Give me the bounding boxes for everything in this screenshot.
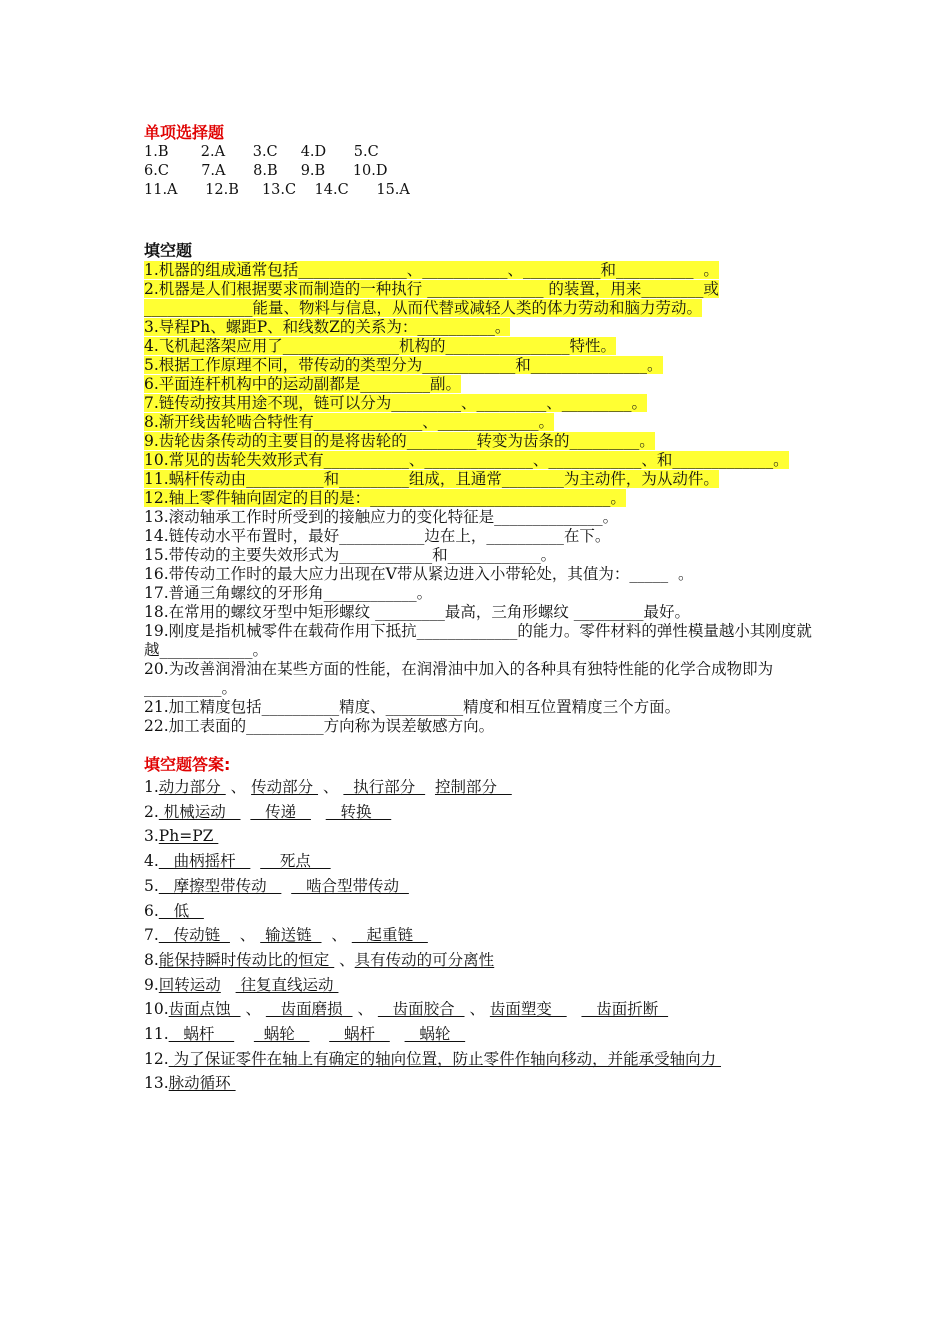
answer-separator: 、 [464,1000,490,1019]
answer-number: 10. [144,1000,169,1019]
answer-blank: 输送链 [260,926,322,945]
fill-heading: 填空题 [144,241,193,260]
question-12: 12.轴上零件轴向固定的目的是：_______________________________。 [144,489,626,507]
answer-separator: 、 [225,778,252,796]
answer-blank: 齿面点蚀 [168,1000,241,1019]
answer-3 [144,824,812,849]
question-22: 22.加工表面的__________方向称为误差敏感方向。 [144,717,495,735]
document-page [144,122,812,1096]
answer-blank: 啮合型带传动 [291,876,409,895]
answer-number: 2. [144,802,159,821]
spacer [144,736,812,754]
answer-blank: 脉动循环 [168,1074,236,1093]
answer-6 [144,899,812,924]
answer-blank: 能保持瞬时传动比的恒定 [158,950,335,969]
question-17: 17.普通三角螺纹的牙形角____________。 [144,584,433,602]
answer-number: 9. [144,975,159,994]
mc-answers-row: 1.B 2.A 3.C 4.D 5.C [144,144,379,160]
answer-1 [144,775,812,800]
answer-blank: 转换 [325,802,392,821]
question-18: 18.在常用的螺纹牙型中矩形螺纹 _________最高，三角形螺纹 _________最好。 [144,603,691,621]
answer-blank: 回转运动 [158,975,221,994]
answers-heading: 填空题答案: [144,755,231,774]
answer-blank: 动力部分 [158,778,226,796]
question-14: 14.链传动水平布置时，最好___________边在上，__________在下。 [144,527,611,545]
answer-blank: 传动部分 [251,778,319,796]
question-11: 11.蜗杆传动由__________和_________组成，且通常________为主动件，为从动件。 [144,470,719,488]
answer-5 [144,874,812,899]
question-10: 10.常见的齿轮失效形式有___________、______________、____________、和_____________。 [144,451,789,469]
answer-12 [144,1047,812,1072]
answer-blank: 执行部分 [343,778,426,796]
answer-blank: 齿面磨损 [265,1000,353,1019]
answer-separator [241,803,251,821]
answer-separator: 、 [334,950,355,969]
answer-blank: 摩擦型带传动 [158,876,282,895]
question-16: 16.带传动工作时的最大应力出现在V带从紧边进入小带轮处，其值为：_____ 。 [144,565,694,583]
answer-separator [250,852,260,870]
answer-10 [144,997,812,1022]
answer-separator: 、 [240,1000,266,1019]
answer-blank: 蜗轮 [253,1025,310,1044]
answer-list [144,775,812,1096]
answer-blank: 齿面胶合 [377,1000,465,1019]
answer-number: 11. [144,1025,169,1044]
answer-separator: 、 [352,1000,378,1019]
answer-13 [144,1071,812,1096]
answer-blank: 曲柄摇杆 [158,852,251,871]
answer-separator [311,803,326,821]
question-8: 8.渐开线齿轮啮合特性有______________、_____________。 [144,413,555,431]
answer-blank: 齿面折断 [581,1000,669,1019]
answer-blank: 传递 [250,802,311,821]
answer-separator [281,877,291,895]
answer-8 [144,948,812,973]
answer-number: 7. [144,926,159,945]
question-19: 19.刚度是指机械零件在载荷作用下抵抗_____________的能力。零件材料的弹性模量越小其刚度就越____________。 [144,622,812,659]
answer-separator [221,976,236,994]
answer-number: 4. [144,852,159,871]
answer-blank: 齿面塑变 [489,1000,567,1019]
question-20: 20.为改善润滑油在某些方面的性能，在润滑油中加入的各种具有独特性能的化学合成物即为__________。 [144,660,774,697]
answer-number: 8. [144,950,159,969]
answer-11 [144,1022,812,1047]
answer-blank: Ph=PZ [158,827,219,846]
answer-7 [144,923,812,948]
mc-answers-row: 6.C 7.A 8.B 9.B 10.D [144,163,388,179]
answer-number: 1. [144,778,159,796]
question-15: 15.带传动的主要失效形式为____________和____________。 [144,546,557,564]
answer-blank: 蜗轮 [404,1025,466,1044]
question-3: 3.导程Ph、螺距P、和线数Z的关系为：__________。 [144,318,511,336]
answer-2 [144,800,812,825]
question-6: 6.平面连杆机构中的运动副都是_________副。 [144,375,462,393]
answer-separator [390,1025,405,1043]
answer-number: 6. [144,901,159,920]
spacer [144,200,812,240]
answer-separator [425,778,435,796]
answer-separator [310,1025,330,1043]
mc-answers-row: 11.A 12.B 13.C 14.C 15.A [144,182,410,198]
answer-blank: 低 [158,901,204,920]
answer-separator: 、 [229,926,261,945]
answer-number: 12. [144,1049,169,1068]
answer-separator: 、 [321,926,352,945]
answer-blank: 蜗杆 [168,1025,235,1044]
mc-heading: 单项选择题 [144,123,225,142]
answer-blank: 传动链 [158,926,230,945]
answer-separator [567,1000,582,1018]
answer-blank: 起重链 [351,926,428,945]
answer-4 [144,849,812,874]
question-13: 13.滚动轴承工作时所受到的接触应力的变化特征是______________。 [144,508,619,526]
answer-blank: 机械运动 [158,802,241,821]
answer-9 [144,973,812,998]
answer-separator: 、 [318,778,344,796]
question-4: 4.飞机起落架应用了_______________机构的________________特性。 [144,337,617,355]
answer-blank: 具有传动的可分离性 [354,950,495,969]
question-2: 2.机器是人们根据要求而制造的一种执行 _______________ 的装置，用来________或______________能量、物料与信息，从而代替或减轻人类的体力劳动和脑力劳动。 [144,280,719,317]
question-21: 21.加工精度包括__________精度、__________精度和相互位置精度三个方面。 [144,698,681,716]
answer-blank: 控制部分 [434,778,512,796]
question-5: 5.根据工作原理不同，带传动的类型分为____________和_______________。 [144,356,663,374]
answer-number: 13. [144,1074,169,1093]
answer-blank: 蜗杆 [329,1025,390,1044]
answer-number: 5. [144,876,159,895]
answer-number: 3. [144,827,159,846]
answer-blank: 为了保证零件在轴上有确定的轴向位置，防止零件作轴向移动，并能承受轴向力 [168,1049,722,1068]
answer-separator [234,1025,254,1043]
question-7: 7.链传动按其用途不现，链可以分为_________、_________、_________。 [144,394,648,412]
answer-blank: 死点 [260,852,331,871]
question-1: 1.机器的组成通常包括______________、___________、__________和__________ 。 [144,261,719,279]
question-9: 9.齿轮齿条传动的主要目的是将齿轮的_________转变为齿条的_________。 [144,432,655,450]
answer-blank: 往复直线运动 [235,975,339,994]
